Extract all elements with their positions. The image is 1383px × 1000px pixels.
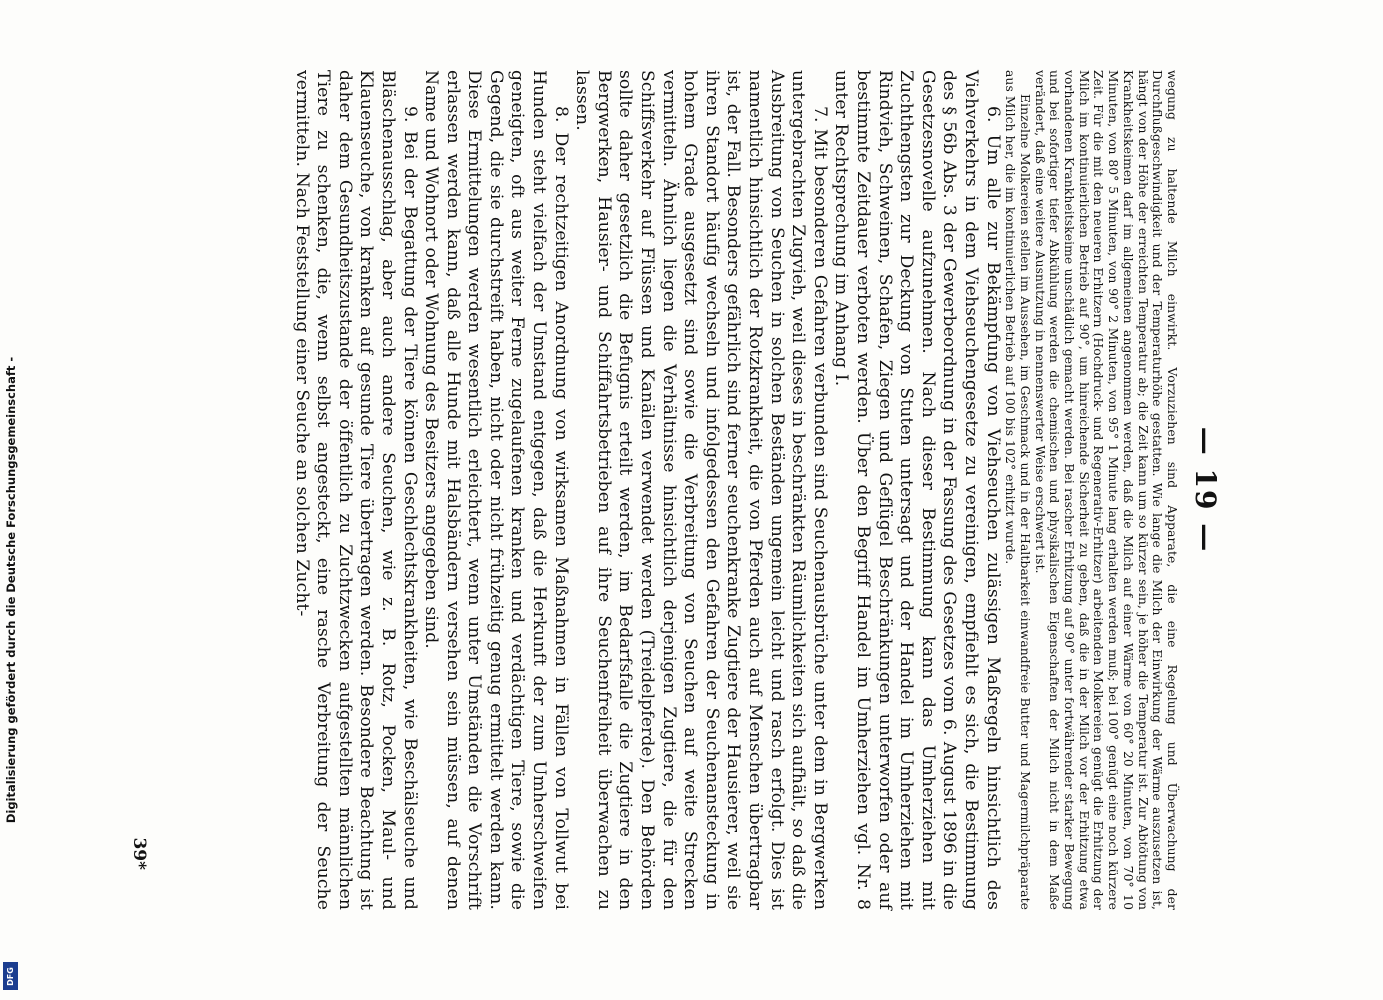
paragraph-8-rabies-dogs: 8. Der rechtzeitigen Anordnung von wirksamen Maßnahmen in Fällen von Tollwut bei Hunden steht vielfach der Umstand entgegen, daß die Herkunft der zum Umherschweifen geneigten, oft aus weiter Ferne zugelaufenen kranken und verdächtigen Tiere, sowie die Gegend, die sie durchstreift haben, nicht oder nicht frühzeitig genug ermittelt werden kann. Diese Ermittelungen werden wesentlich erleichtert, wenn unter Umständen die Vorschrift erlassen werden kann, daß alle Hunde mit Halsbändern versehen sein müssen, auf denen Name und Wohnort oder Wohnung des Besitzers angegeben sind. xyxy=(421,70,571,910)
paragraph-7-draft-animals: 7. Mit besonderen Gefahren verbunden sind Seuchenausbrüche unter dem in Bergwerken untergebrachten Zugvieh, weil dieses in beschränkten Räumlichkeiten sich aufhält, so daß die Ausbreitung von Seuchen in solchen Beständen ungemein leicht und rasch erfolgt. Dies ist namentlich hinsichtlich der Rotzkrankheit, die von Pferden auch auf Menschen übertragbar ist, der Fall. Besonders gefährlich sind ferner seuchenkranke Zugtiere der Hausierer, weil sie ihren Standort häufig wechseln und infolgedessen den Gefahren der Seuchenansteckung in hohem Grade ausgesetzt sind sowie die Verbreitung von Seuchen auf weite Strecken vermitteln. Ähnlich liegen die Verhältnisse hinsichtlich derjenigen Zugtiere, die für den Schiffsverkehr auf Flüssen und Kanälen verwendet werden (Treidelpferde). Den Behörden sollte daher gesetzlich die Befugnis erteilt werden, im Bedarfsfalle die Zugtiere in den Bergwerken, Hausier- und Schiffahrtsbetrieben auf ihre Seuchenfreiheit überwachen zu lassen. xyxy=(572,70,830,910)
paragraph-milk-heating: wegung zu haltende Milch einwirkt. Vorzuziehen sind Apparate, die eine Regelung und Überwachung der Durchflußgeschwindigkeit und der Temperaturhöhe gestatten. Wie lange die Milch der Einwirkung der Wärme auszusetzen ist, hängt von der Höhe der erreichten Temperatur ab; die Zeit kann um so kürzer sein, je höher die Temperatur ist. Zur Abtötung von Krankheitskeimen darf im allgemeinen angenommen werden, daß die Milch auf einer Wärme von 60° 20 Minuten, von 70° 10 Minuten, von 80° 5 Minuten, von 90° 2 Minuten, von 95° 1 Minute lang erhalten werden muß; bei 100° genügt eine noch kürzere Zeit. Für die mit den neueren Erhitzern (Hochdruck- und Regenerativ-Erhitzer) arbeitenden Molkereien genügt die Erhitzung der Milch im kontinuierlichen Betrieb auf 90°, um hinreichende Sicherheit zu geben, daß die in der Milch vor der Erhitzung etwa vorhandenen Krankheitskeime unschädlich gemacht werden. Bei rascher Erhitzung auf 90° unter fortwährender starker Bewegung und bei sofortiger tiefer Abkühlung werden die chemischen und physikalischen Eigenschaften der Milch nicht in dem Maße verändert, daß eine weitere Ausnutzung in nennenswerter Weise erschwert ist. xyxy=(1032,70,1179,910)
watermark-text: Digitalisierung gefördert durch die Deutsche Forschungsgemeinschaft - xyxy=(4,356,18,824)
dfg-logo-icon xyxy=(3,962,18,990)
paragraph-9-breeding-animals: 9. Bei der Begattung der Tiere können Geschlechtskrankheiten, wie Beschälseuche und Bläschenausschlag, aber auch andere Seuchen, wie z. B. Rotz, Pocken, Maul- und Klauenseuche, von kranken auf gesunde Tiere übertragen werden. Besondere Beachtung ist daher dem Gesundheitszustande der öffentlich zu Zuchtzwecken aufgestellten männlichen Tiere zu schenken, die, wenn selbst angesteckt, eine rasche Verbreitung der Seuche vermitteln. Nach Feststellung einer Seuche an solchen Zucht- xyxy=(291,70,420,910)
digitization-watermark xyxy=(0,0,22,1000)
paragraph-dairies: Einzelne Molkereien stellen im Aussehen, im Geschmack und in der Haltbarkeit einwandfreie Butter und Magermilchpräparate aus Milch her, die im kontinuierlichen Betrieb auf 100 bis 102° erhitzt wurde. xyxy=(1003,70,1032,910)
rotated-document-page xyxy=(127,70,1227,910)
dfg-logo-label: DFG xyxy=(6,966,16,986)
page-signature: 39* xyxy=(129,837,149,870)
paragraph-6-livestock-traffic: 6. Um alle zur Bekämpfung von Viehseuchen zulässigen Maßregeln hinsichtlich des Viehverkehrs in dem Viehseuchengesetze zu vereinigen, empfiehlt es sich, die Bestimmung des § 56b Abs. 3 der Gewerbeordnung in der Fassung des Gesetzes vom 6. August 1896 in die Gesetzesnovelle aufzunehmen. Nach dieser Bestimmung kann das Umherziehen mit Zuchthengsten zur Deckung von Stuten untersagt und der Handel im Umherziehen mit Rindvieh, Schweinen, Schafen, Ziegen und Geflügel Beschränkungen unterworfen oder auf bestimmte Zeitdauer verboten werden. Über den Begriff Handel im Umherziehen vgl. Nr. 8 unter Rechtsprechung im Anhang I. xyxy=(831,70,1003,910)
page-number: — 19 — xyxy=(1189,426,1222,554)
